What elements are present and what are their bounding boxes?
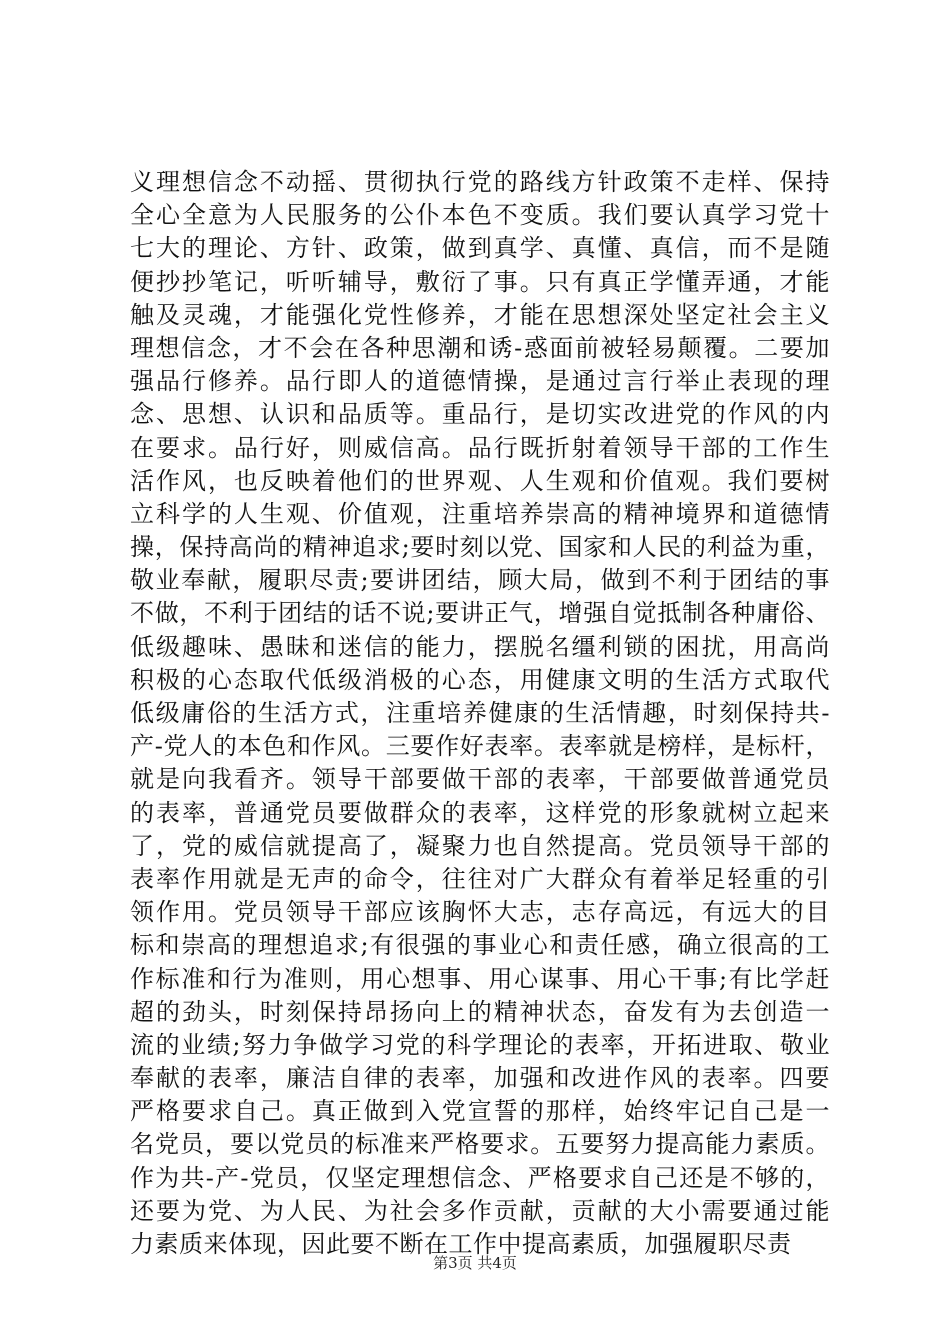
text-line: 便抄抄笔记，听听辅导，敷衍了事。只有真正学懂弄通，才能 xyxy=(130,267,830,296)
text-line: 严格要求自己。真正做到入党宣誓的那样，始终牢记自己是一 xyxy=(130,1097,830,1126)
text-line: 的表率，普通党员要做群众的表率，这样党的形象就树立起来 xyxy=(130,798,830,827)
text-line: 念、思想、认识和品质等。重品行，是切实改进党的作风的内 xyxy=(130,400,830,429)
text-line: 操，保持高尚的精神追求;要时刻以党、国家和人民的利益为重， xyxy=(130,533,830,562)
text-line: 不做，不利于团结的话不说;要讲正气，增强自觉抵制各种庸俗、 xyxy=(130,599,830,628)
text-line: 作为共-产-党员，仅坚定理想信念、严格要求自己还是不够的， xyxy=(130,1163,830,1192)
text-line: 低级庸俗的生活方式，注重培养健康的生活情趣，时刻保持共- xyxy=(130,699,830,727)
text-line: 标和崇高的理想追求;有很强的事业心和责任感，确立很高的工 xyxy=(130,931,830,960)
text-line: 就是向我看齐。领导干部要做干部的表率，干部要做普通党员 xyxy=(130,765,830,794)
text-line: 名党员，要以党员的标准来严格要求。五要努力提高能力素质。 xyxy=(130,1130,830,1159)
text-line: 强品行修养。品行即人的道德情操，是通过言行举止表现的理 xyxy=(130,367,830,396)
text-line: 还要为党、为人民、为社会多作贡献，贡献的大小需要通过能 xyxy=(130,1196,830,1225)
text-line: 作标准和行为准则，用心想事、用心谋事、用心干事;有比学赶 xyxy=(130,964,830,993)
text-line: 活作风，也反映着他们的世界观、人生观和价值观。我们要树 xyxy=(130,466,830,495)
page-footer: 第3页 共4页 xyxy=(433,1254,517,1272)
text-line: 力素质来体现，因此要不断在工作中提高素质，加强履职尽责 xyxy=(130,1230,792,1258)
text-line: 在要求。品行好，则威信高。品行既折射着领导干部的工作生 xyxy=(130,433,830,462)
text-line: 了，党的威信就提高了，凝聚力也自然提高。党员领导干部的 xyxy=(130,831,830,860)
text-line: 流的业绩;努力争做学习党的科学理论的表率，开拓进取、敬业 xyxy=(130,1030,830,1059)
text-line: 产-党人的本色和作风。三要作好表率。表率就是榜样，是标杆， xyxy=(130,732,830,761)
text-line: 低级趣味、愚昧和迷信的能力，摆脱名缰利锁的困扰，用高尚 xyxy=(130,632,830,661)
text-line: 全心全意为人民服务的公仆本色不变质。我们要认真学习党十 xyxy=(130,201,830,230)
text-line: 七大的理论、方针、政策，做到真学、真懂、真信，而不是随 xyxy=(130,234,830,263)
text-line: 立科学的人生观、价值观，注重培养崇高的精神境界和道德情 xyxy=(130,499,830,528)
text-line: 奉献的表率，廉洁自律的表率，加强和改进作风的表率。四要 xyxy=(130,1064,830,1093)
text-line: 积极的心态取代低级消极的心态，用健康文明的生活方式取代 xyxy=(130,665,830,694)
text-line: 敬业奉献，履职尽责;要讲团结，顾大局，做到不利于团结的事 xyxy=(130,566,830,595)
text-line: 超的劲头，时刻保持昂扬向上的精神状态，奋发有为去创造一 xyxy=(130,997,830,1026)
body-text xyxy=(130,166,830,1261)
text-line: 理想信念，才不会在各种思潮和诱-惑面前被轻易颠覆。二要加 xyxy=(130,333,830,362)
text-line: 义理想信念不动摇、贯彻执行党的路线方针政策不走样、保持 xyxy=(130,168,830,196)
text-line: 触及灵魂，才能强化党性修养，才能在思想深处坚定社会主义 xyxy=(130,300,830,329)
text-line: 表率作用就是无声的命令，往往对广大群众有着举足轻重的引 xyxy=(130,864,830,893)
text-line: 领作用。党员领导干部应该胸怀大志，志存高远，有远大的目 xyxy=(130,898,830,927)
